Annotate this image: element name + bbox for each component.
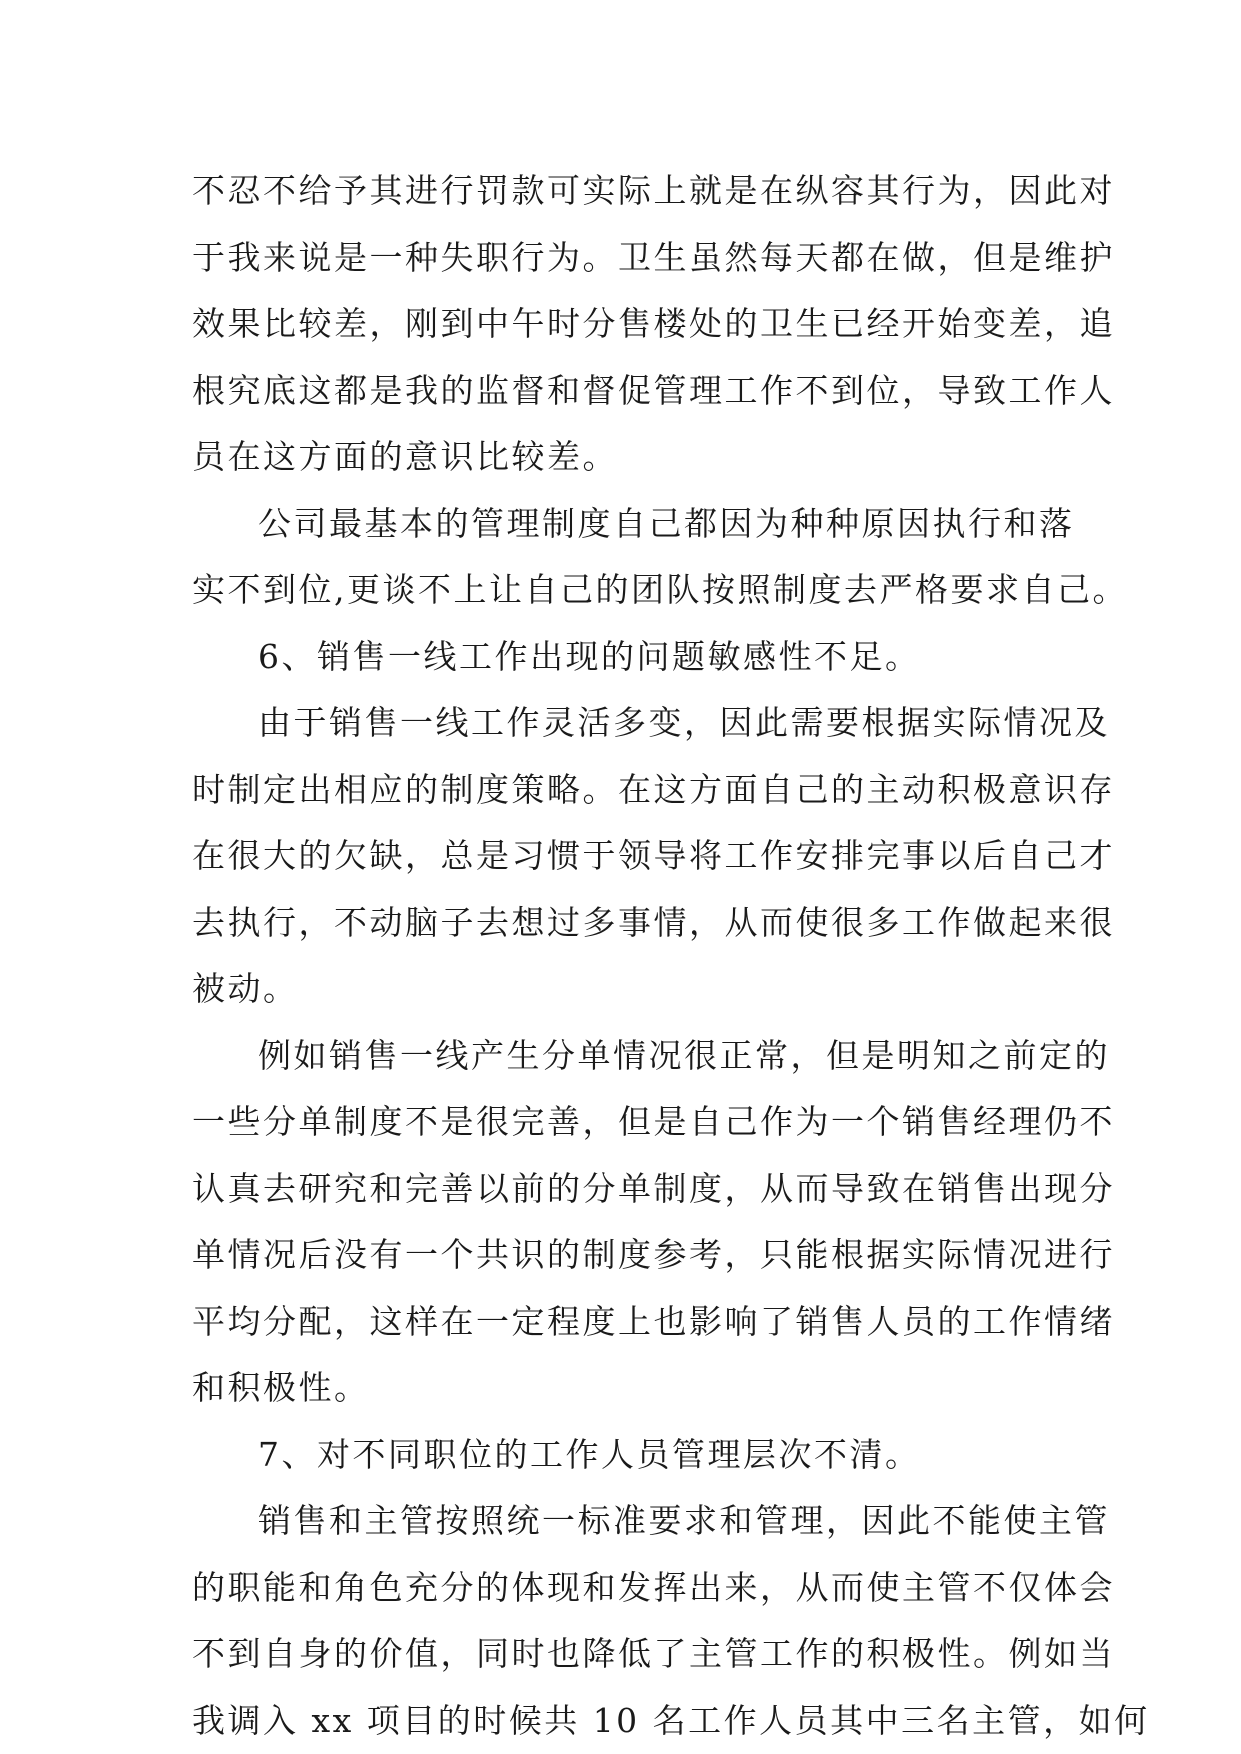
- text-line: 销售和主管按照统一标准要求和管理，因此不能使主管: [258, 1501, 1110, 1540]
- text-line: 平均分配，这样在一定程度上也影响了销售人员的工作情绪: [192, 1301, 1115, 1341]
- text-line: 的职能和角色充分的体现和发挥出来，从而使主管不仅体会: [192, 1567, 1115, 1607]
- text-line: 时制定出相应的制度策略。在这方面自己的主动积极意识存: [192, 769, 1115, 809]
- text-line: 根究底这都是我的监督和督促管理工作不到位，导致工作人: [192, 370, 1115, 410]
- text-line: 公司最基本的管理制度自己都因为种种原因执行和落: [258, 503, 1075, 543]
- text-line: 效果比较差，刚到中午时分售楼处的卫生已经开始变差，追: [192, 304, 1115, 343]
- text-line: 例如销售一线产生分单情况很正常，但是明知之前定的: [258, 1035, 1110, 1075]
- text-line: 6、销售一线工作出现的问题敏感性不足。: [258, 636, 921, 676]
- text-line: 和积极性。: [192, 1368, 370, 1407]
- text-line: 不忍不给予其进行罚款可实际上就是在纵容其行为，因此对: [192, 171, 1115, 210]
- text-line: 不到自身的价值，同时也降低了主管工作的积极性。例如当: [192, 1634, 1115, 1673]
- text-line: 我调入 xx 项目的时候共 10 名工作人员其中三名主管，如何: [192, 1700, 1150, 1740]
- text-line: 认真去研究和完善以前的分单制度，从而导致在销售出现分: [192, 1168, 1115, 1208]
- text-line: 一些分单制度不是很完善，但是自己作为一个销售经理仍不: [192, 1102, 1115, 1141]
- text-line: 单情况后没有一个共识的制度参考，只能根据实际情况进行: [192, 1235, 1115, 1274]
- text-line: 于我来说是一种失职行为。卫生虽然每天都在做，但是维护: [192, 237, 1115, 277]
- text-line: 由于销售一线工作灵活多变，因此需要根据实际情况及: [258, 703, 1110, 742]
- text-line: 7、对不同职位的工作人员管理层次不清。: [258, 1434, 921, 1474]
- text-line: 实不到位,更谈不上让自己的团队按照制度去严格要求自己。: [192, 570, 1128, 609]
- text-line: 被动。: [192, 969, 299, 1008]
- text-line: 在很大的欠缺，总是习惯于领导将工作安排完事以后自己才: [192, 836, 1115, 875]
- text-line: 员在这方面的意识比较差。: [192, 437, 618, 476]
- body-text: [192, 158, 1150, 1754]
- text-line: 去执行，不动脑子去想过多事情，从而使很多工作做起来很: [192, 902, 1115, 942]
